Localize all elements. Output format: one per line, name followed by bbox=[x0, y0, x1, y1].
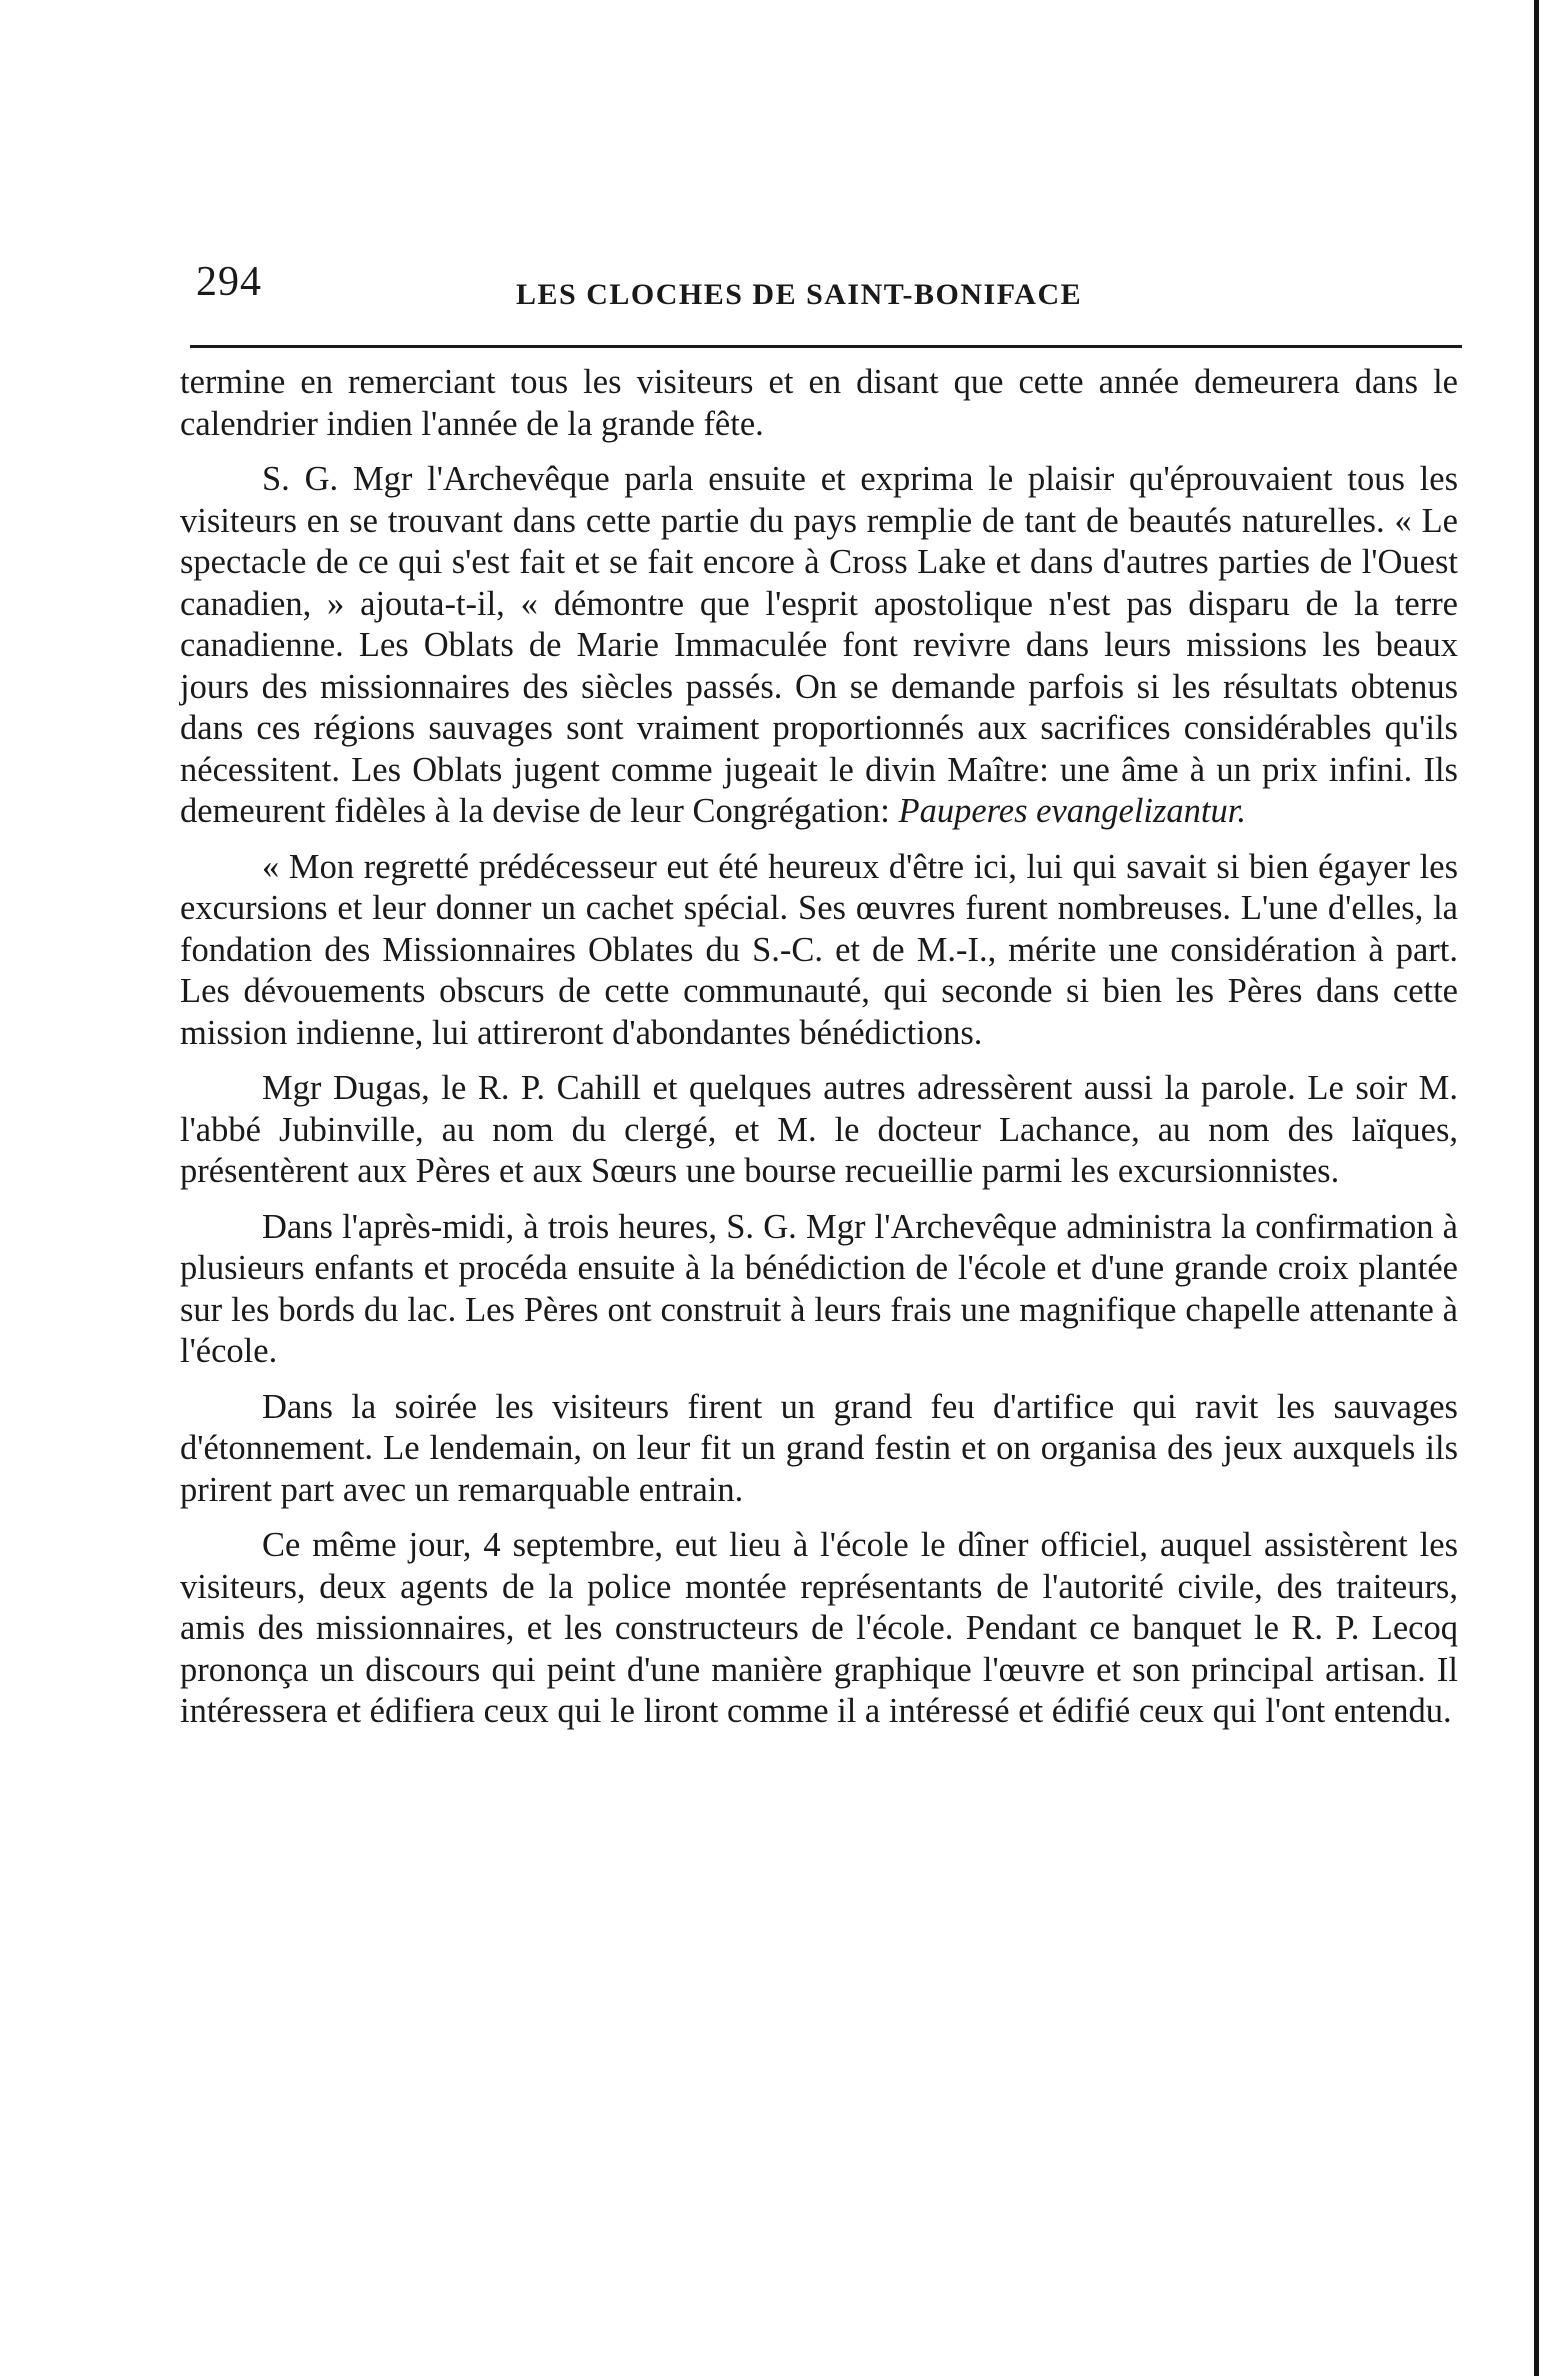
paragraph: Mgr Dugas, le R. P. Cahill et quelques autres adressèrent aussi la parole. Le soir M. l'abbé Jubinville, au nom du clergé, et M. le docteur Lachance, au nom des laïques, présentèrent aux Pères et aux Sœurs une bourse recueillie parmi les excursionnistes. bbox=[180, 1069, 1458, 1190]
binding-edge bbox=[1534, 0, 1539, 2376]
latin-motto: Pauperes evangelizantur. bbox=[898, 792, 1246, 830]
page-header bbox=[196, 258, 1462, 311]
paragraph: Dans la soirée les visiteurs firent un grand feu d'artifice qui ravit les sauvages d'étonnement. Le lendemain, on leur fit un grand festin et on organisa des jeux auxquels ils prirent part avec un remarquable entrain. bbox=[180, 1387, 1458, 1509]
paragraph: S. G. Mgr l'Archevêque parla ensuite et exprima le plaisir qu'éprouvaient tous les visiteurs en se trouvant dans cette partie du pays remplie de tant de beautés naturelles. « Le spectacle de ce qui s'est fait et se fait encore à Cross Lake et dans d'autres parties de l'Ouest canadien, » ajouta-t-il, « démontre que l'esprit apostolique n'est pas disparu de la terre canadienne. Les Oblats de Marie Immaculée font revivre dans leurs missions les beaux jours des missionnaires des siècles passés. On se demande parfois si les résultats obtenus dans ces régions sauvages sont vraiment proportionnés aux sacrifices considérables qu'ils nécessitent. Les Oblats jugent comme jugeait le divin Maître: une âme à un prix infini. Ils demeurent fidèles à la devise de leur Congrégation: Pauperes evangelizantur. bbox=[180, 460, 1458, 830]
paragraph: Dans l'après-midi, à trois heures, S. G. Mgr l'Archevêque administra la confirmation à plusieurs enfants et procéda ensuite à la bénédiction de l'école et d'une grande croix plantée sur les bords du lac. Les Pères ont construit à leurs frais une magnifique chapelle attenante à l'école. bbox=[180, 1207, 1458, 1370]
paragraph: « Mon regretté prédécesseur eut été heureux d'être ici, lui qui savait si bien égayer les excursions et leur donner un cachet spécial. Ses œuvres furent nombreuses. L'une d'elles, la fondation des Missionnaires Oblates du S.-C. et de M.-I., mérite une considération à part. Les dévouements obscurs de cette communauté, qui seconde si bien les Pères dans cette mission indienne, lui attireront d'abondantes bénédictions. bbox=[180, 847, 1458, 1052]
page-number: 294 bbox=[196, 259, 262, 305]
paragraph: Ce même jour, 4 septembre, eut lieu à l'école le dîner officiel, auquel assistèrent les visiteurs, deux agents de la police montée représentants de l'autorité civile, des traiteurs, amis des missionnaires, et les constructeurs de l'école. Pendant ce banquet le R. P. Lecoq prononça un discours qui peint d'une manière graphique l'œuvre et son principal artisan. Il intéressera et édifiera ceux qui le liront comme il a intéressé et édifié ceux qui l'ont entendu. bbox=[180, 1526, 1458, 1730]
body-text bbox=[180, 362, 1458, 1747]
paragraph: termine en remerciant tous les visiteurs et en disant que cette année demeurera dans le calendrier indien l'année de la grande fête. bbox=[180, 363, 1458, 443]
header-rule bbox=[190, 345, 1462, 348]
running-title: LES CLOCHES DE SAINT-BONIFACE bbox=[516, 278, 1083, 311]
